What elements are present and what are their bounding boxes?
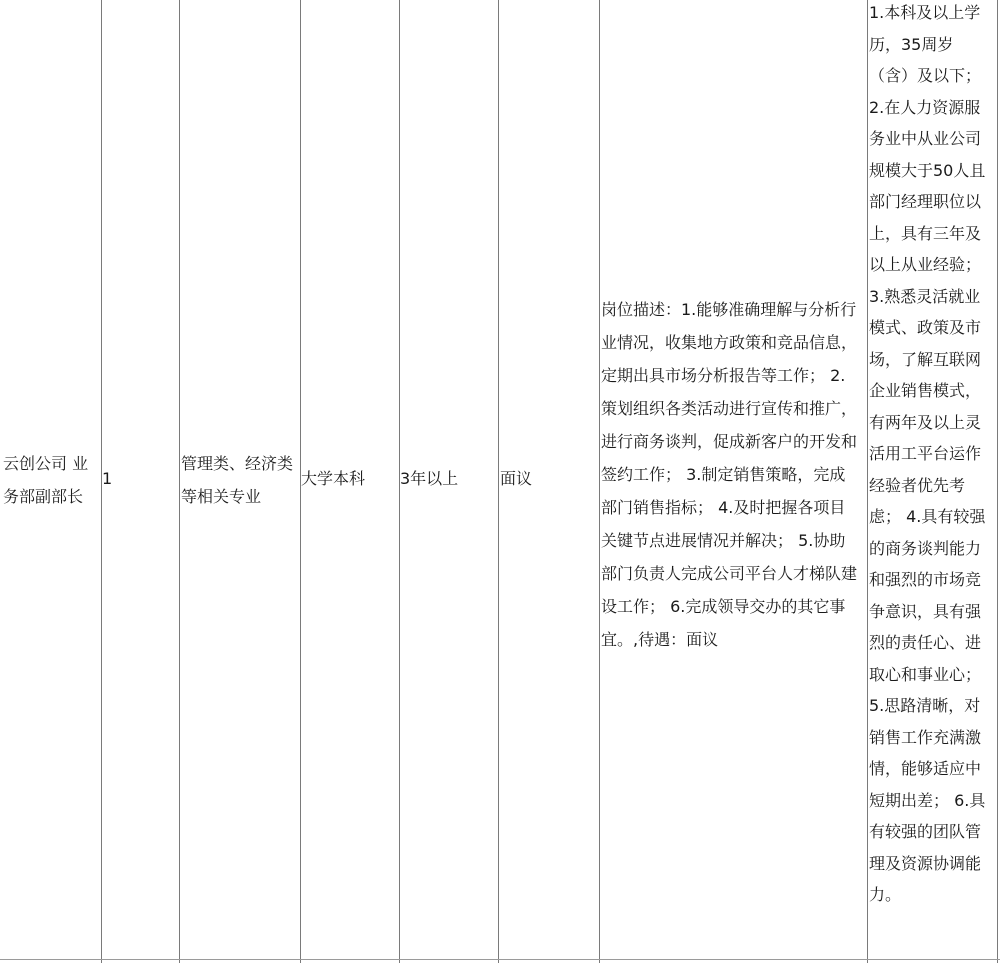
column-divider [179,0,180,963]
column-divider [599,0,600,963]
column-divider [498,0,499,963]
column-divider [867,0,868,963]
major-cell: 管理类、经济类 等相关专业 [181,454,294,506]
experience-cell: 3年以上 [400,469,459,488]
education-cell: 大学本科 [301,469,366,488]
column-divider [997,0,998,963]
job-description-cell: 岗位描述：1.能够准确理解与分析行 业情况，收集地方政策和竞品信息， 定期出具市场分析报告等工作； 2. 策划组织各类活动进行宣传和推广， 进行商务谈判，促成新客户的开发和 签约工作； 3.制定销售策略，完成 部门销售指标； 4.及时把握各项目 关键节点进展情况并解决； 5.协助 部门负责人完成公司平台人才梯队建 设工作； 6.完成领导交办的其它事 宜。,待遇：面议 [601,300,858,649]
salary-cell: 面议 [500,469,533,488]
requirements-cell: 1.本科及以上学 历，35周岁 （含）及以下； 2.在人力资源服 务业中从业公司 规模大于50人且 部门经理职位以 上，具有三年及 以上从业经验； 3.熟悉灵活就业 模式、政策及市 场，了解互联网 企业销售模式， 有两年及以上灵 活用工平台运作 经验者优先考 虑； 4.具有较强 的商务谈判能力 和强烈的市场竞 争意识，具有强 烈的责任心、进 取心和事业心； 5.思路清晰，对 销售工作充满激 情，能够适应中 短期出差； 6.具 有较强的团队管 理及资源协调能 力。 [869,3,986,904]
position-cell: 云创公司 业 务部副部长 [3,454,89,506]
headcount-cell: 1 [102,469,113,488]
row-divider [0,959,1000,960]
